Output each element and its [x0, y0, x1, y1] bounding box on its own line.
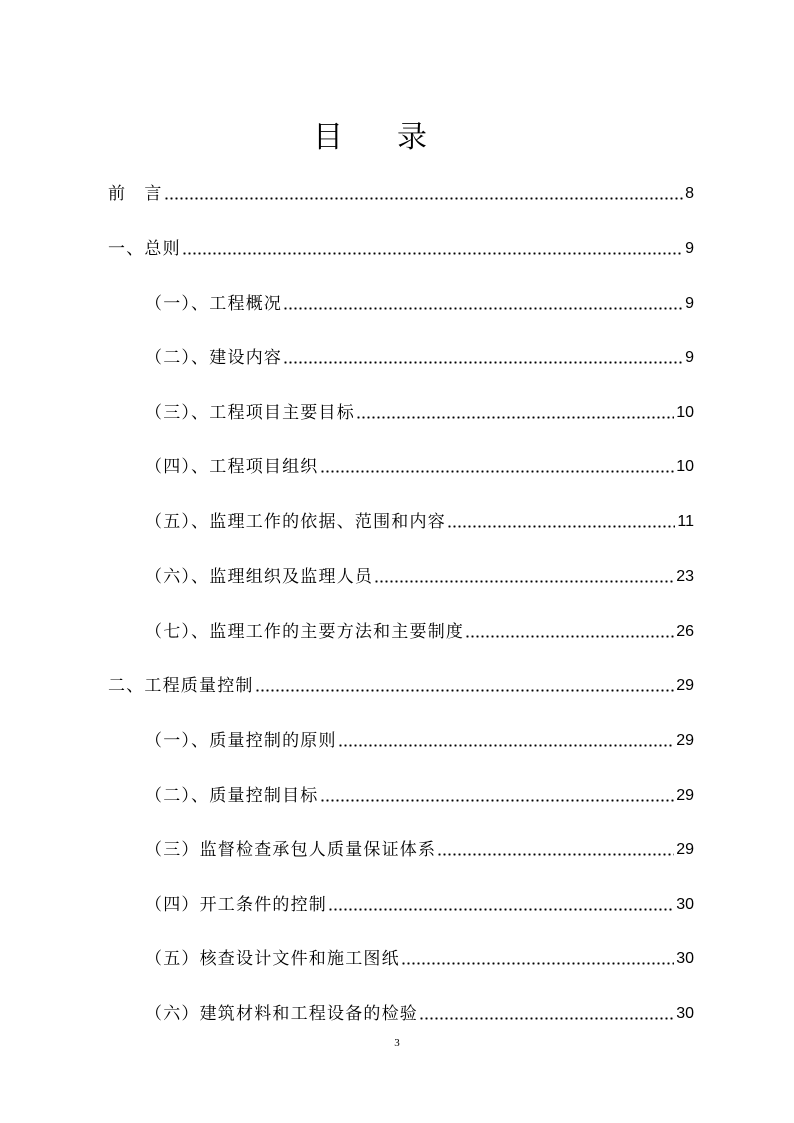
toc-entry-project-organization[interactable]: [145, 455, 694, 479]
toc-dot-leader: [447, 516, 675, 534]
toc-entry-label: 前 言: [108, 184, 163, 204]
toc-dot-leader: [283, 298, 683, 316]
toc-dot-leader: [182, 243, 683, 261]
toc-entry-supervision-personnel[interactable]: [145, 565, 694, 589]
toc-entry-label: 一、总则: [108, 239, 181, 259]
toc-entry-quality-assurance-system[interactable]: [145, 838, 694, 862]
toc-entry-label: （三）、工程项目主要目标: [145, 403, 355, 423]
toc-entry-label: （五）、监理工作的依据、范围和内容: [145, 512, 446, 532]
toc-entry-page-number: 29: [676, 841, 694, 858]
toc-entry-project-goals[interactable]: [145, 401, 694, 425]
toc-entry-page-number: 30: [676, 1005, 694, 1022]
toc-entry-page-number: 11: [677, 513, 694, 530]
toc-entry-page-number: 10: [676, 458, 694, 475]
toc-entry-project-overview[interactable]: [145, 292, 694, 316]
toc-dot-leader: [283, 352, 683, 370]
toc-entry-label: （五）核查设计文件和施工图纸: [145, 949, 400, 969]
toc-entry-label: （六）建筑材料和工程设备的检验: [145, 1004, 418, 1024]
toc-entry-page-number: 23: [676, 568, 694, 585]
toc-entry-supervision-basis[interactable]: [145, 510, 694, 534]
toc-entry-quality-control[interactable]: [108, 674, 694, 698]
page-title: 目录: [313, 120, 481, 155]
toc-entry-label: 二、工程质量控制: [108, 676, 254, 696]
toc-entry-label: （一）、质量控制的原则: [145, 731, 337, 751]
toc-entry-general-provisions[interactable]: [108, 237, 694, 261]
toc-entry-label: （一）、工程概况: [145, 294, 283, 314]
toc-entry-page-number: 30: [676, 950, 694, 967]
toc-entry-label: （二）、建设内容: [145, 348, 283, 368]
toc-entry-label: （三）监督检查承包人质量保证体系: [145, 840, 437, 860]
toc-entry-materials-inspection[interactable]: [145, 1002, 694, 1026]
toc-dot-leader: [320, 790, 675, 808]
toc-dot-leader: [374, 571, 674, 589]
toc-dot-leader: [320, 461, 675, 479]
toc-entry-page-number: 9: [685, 295, 694, 312]
toc-entry-label: （六）、监理组织及监理人员: [145, 567, 374, 587]
toc-entry-quality-principles[interactable]: [145, 729, 694, 753]
page-number: 3: [394, 1037, 400, 1049]
toc-entry-supervision-methods[interactable]: [145, 620, 694, 644]
toc-dot-leader: [338, 735, 675, 753]
toc-entry-page-number: 29: [676, 677, 694, 694]
toc-entry-page-number: 29: [676, 732, 694, 749]
toc-entry-label: （四）、工程项目组织: [145, 457, 319, 477]
toc-dot-leader: [255, 680, 675, 698]
toc-dot-leader: [164, 188, 683, 206]
toc-dot-leader: [356, 407, 674, 425]
toc-entry-label: （七）、监理工作的主要方法和主要制度: [145, 622, 465, 642]
toc-dot-leader: [419, 1008, 674, 1026]
toc-dot-leader: [401, 953, 674, 971]
toc-entry-page-number: 8: [685, 185, 694, 202]
toc-entry-design-review[interactable]: [145, 947, 694, 971]
toc-entry-page-number: 30: [676, 896, 694, 913]
toc-entry-label: （四）开工条件的控制: [145, 895, 327, 915]
toc-dot-leader: [465, 626, 674, 644]
toc-entry-preface[interactable]: [108, 182, 694, 206]
toc-entry-page-number: 26: [676, 623, 694, 640]
toc-entry-commencement-conditions[interactable]: [145, 893, 694, 917]
toc-entry-page-number: 29: [676, 787, 694, 804]
toc-entry-page-number: 9: [685, 349, 694, 366]
toc-entry-label: （二）、质量控制目标: [145, 786, 319, 806]
toc-entry-page-number: 10: [676, 404, 694, 421]
toc-entry-construction-content[interactable]: [145, 346, 694, 370]
toc-entry-quality-targets[interactable]: [145, 784, 694, 808]
toc-dot-leader: [437, 844, 674, 862]
toc-entry-page-number: 9: [685, 240, 694, 257]
toc-dot-leader: [328, 899, 674, 917]
